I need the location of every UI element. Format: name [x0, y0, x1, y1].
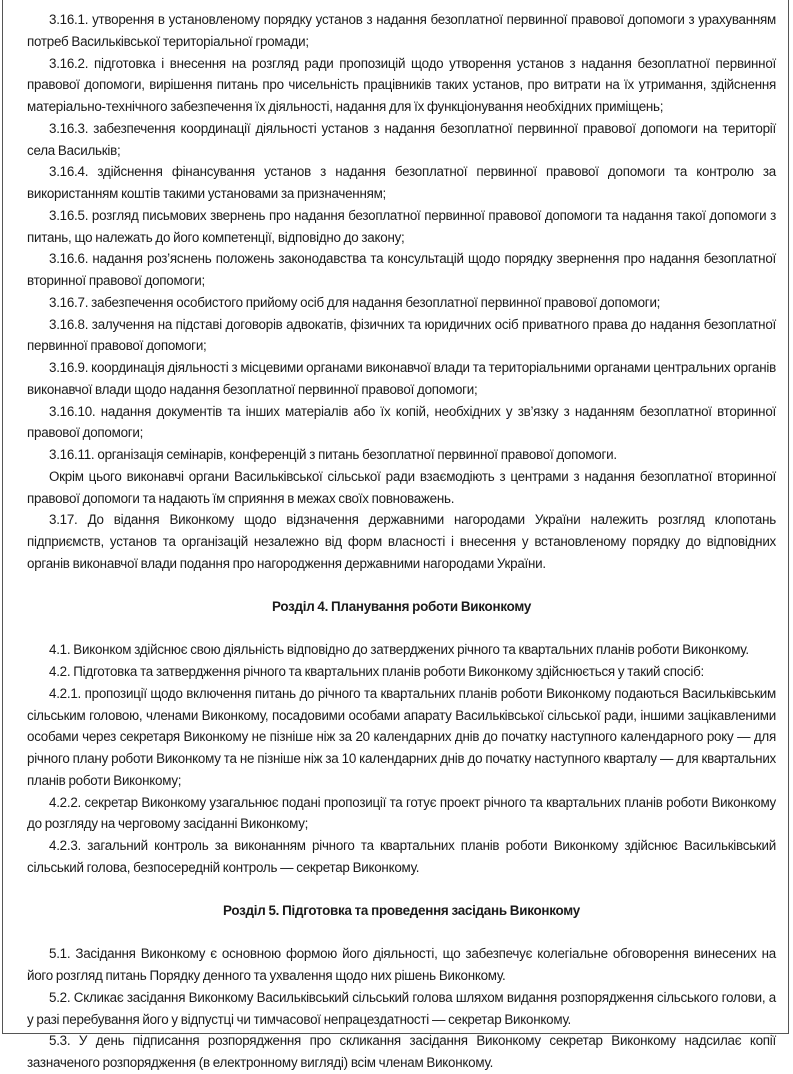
- paragraph-4-2-2: 4.2.2. секретар Виконкому узагальнює подані пропозиції та готує проект річного та квартальних планів роботи Виконкому до розгляду на черговому засіданні Виконкому;: [27, 794, 776, 832]
- paragraph-3-16-2: 3.16.2. підготовка і внесення на розгляд ради пропозицій щодо утворення установ з надання безоплатної первинної правової допомоги, вирішення питань про чисельність працівників таких установ, про витрати на їх утримання, здійснення матеріально-технічного забезпечення їх діяльності, надання для їх функціонування необхідних приміщень;: [27, 55, 776, 114]
- paragraph-3-16-3: 3.16.3. забезпечення координації діяльності установ з надання безоплатної первинної правової допомоги на території села Васильків;: [27, 120, 776, 158]
- paragraph-3-16-10: 3.16.10. надання документів та інших матеріалів або їх копій, необхідних у зв’язку з наданням безоплатної вторинної правової допомоги;: [27, 403, 776, 441]
- paragraph-4-1: 4.1. Виконком здійснює свою діяльність відповідно до затверджених річного та квартальних планів роботи Виконкому.: [49, 642, 749, 658]
- document-page: [2, 0, 789, 1070]
- paragraph-3-17: 3.17. До відання Виконкому щодо відзначення державними нагородами України належить розгляд клопотань підприємств, установ та організацій незалежно від форм власності і внесення у встановленому порядку до відповідних органів виконавчої влади подання про нагородження державними нагородами України.: [27, 512, 776, 571]
- section-5-heading: Розділ 5. Підготовка та проведення засідань Виконкому: [223, 902, 580, 918]
- paragraph-3-16-7: 3.16.7. забезпечення особистого прийому осіб для надання безоплатної первинної правової допомоги;: [49, 294, 661, 310]
- paragraph-3-16-6: 3.16.6. надання роз’яснень положень законодавства та консультацій щодо порядку звернення про надання безоплатної вторинної правової допомоги;: [27, 251, 776, 288]
- paragraph-5-1: 5.1. Засідання Виконкому є основною формою його діяльності, що забезпечує колегіальне обговорення винесених на його розгляд питань Порядку денного та ухвалення щодо них рішень Виконкому.: [27, 946, 776, 983]
- paragraph-5-2: 5.2. Скликає засідання Виконкому Васильківський сільський голова шляхом видання розпорядження сільського голови, а у разі перебування його у відпустці чи тимчасової непрацездатності — секретар Виконкому.: [27, 989, 776, 1027]
- paragraph-4-2-3: 4.2.3. загальний контроль за виконанням річного та квартальних планів роботи Виконкому здійснює Васильківський сільський голова, безпосередній контроль — секретар Виконкому.: [27, 838, 776, 875]
- paragraph-4-2-1: 4.2.1. пропозиції щодо включення питань до річного та квартальних планів роботи Виконкому подаються Васильківським сільським головою, членами Виконкому, посадовими особами апарату Васильківської сільської ради, іншими зацікавленими особами через секретаря Виконкому не пізніше ніж за 20 календарних днів до початку наступного календарного року — для річного плану роботи Виконкому та не пізніше ніж за 10 календарних днів до початку наступного кварталу — для квартальних планів роботи Виконкому;: [27, 685, 776, 788]
- paragraph-3-16-9: 3.16.9. координація діяльності з місцевими органами виконавчої влади та територіальними органами центральних органів виконавчої влади щодо надання безоплатної первинної правової допомоги;: [27, 360, 776, 397]
- paragraph-4-2: 4.2. Підготовка та затвердження річного та квартальних планів роботи Виконкому здійснюється у такий спосіб:: [49, 664, 704, 679]
- section-4-heading: Розділ 4. Планування роботи Виконкому: [271, 598, 532, 614]
- paragraph-3-16-11: 3.16.11. організація семінарів, конференцій з питань безоплатної первинної правової допомоги.: [49, 447, 617, 462]
- paragraph-3-16-1: 3.16.1. утворення в установленому порядку установ з надання безоплатної первинної правової допомоги з урахуванням потреб Васильківської територіальної громади;: [27, 12, 776, 49]
- paragraph-5-3: 5.3. У день підписання розпорядження про скликання засідання Виконкому секретар Виконкому надсилає копії зазначеного розпорядження (в електронному вигляді) всім членам Виконкому.: [27, 1033, 776, 1070]
- paragraph-3-16-4: 3.16.4. здійснення фінансування установ з надання безоплатної первинної правової допомоги та контролю за використанням коштів такими установами за призначенням;: [27, 164, 776, 201]
- paragraph-3-16-5: 3.16.5. розгляд письмових звернень про надання безоплатної первинної правової допомоги та надання такої допомоги з питань, що належать до його компетенції, відповідно до закону;: [27, 207, 776, 245]
- paragraph-3-16-8: 3.16.8. залучення на підставі договорів адвокатів, фізичних та юридичних осіб приватного права до надання безоплатної первинної правової допомоги;: [27, 316, 776, 354]
- paragraph-interaction: Окрім цього виконавчі органи Васильківської сільської ради взаємодіють з центрами з надання безоплатної вторинної правової допомоги та надають їм сприяння в межах своїх повноважень.: [27, 468, 776, 506]
